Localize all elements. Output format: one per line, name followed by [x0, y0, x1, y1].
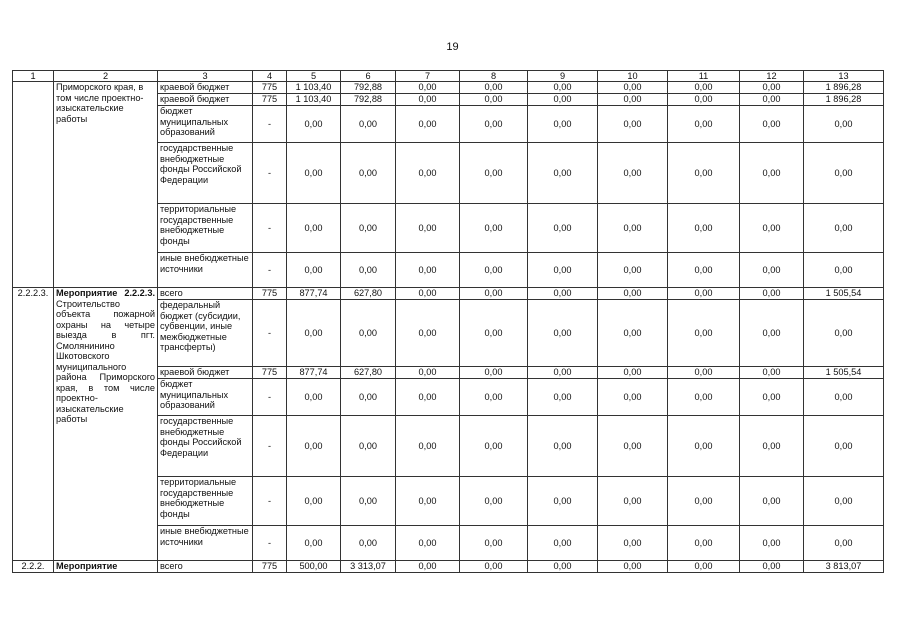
- value-cell: 0,00: [528, 143, 598, 204]
- value-cell: 0,00: [740, 204, 804, 253]
- value-cell: 500,00: [287, 561, 341, 573]
- value-cell: 0,00: [528, 106, 598, 143]
- column-number-header: 11: [668, 71, 740, 82]
- value-cell: 0,00: [668, 367, 740, 379]
- funding-source: территориальные государственные внебюджетные фонды: [158, 477, 253, 526]
- funding-source: всего: [158, 561, 253, 573]
- value-cell: 0,00: [740, 561, 804, 573]
- value-cell: 0,00: [598, 416, 668, 477]
- value-cell: 0,00: [668, 300, 740, 367]
- value-cell: 0,00: [287, 379, 341, 416]
- value-cell: 0,00: [396, 379, 460, 416]
- value-cell: 0,00: [598, 526, 668, 561]
- value-cell: 0,00: [460, 94, 528, 106]
- value-cell: 0,00: [740, 288, 804, 300]
- value-cell: 0,00: [598, 379, 668, 416]
- value-cell: 0,00: [460, 416, 528, 477]
- column-number-header: 4: [253, 71, 287, 82]
- value-cell: 3 313,07: [341, 561, 396, 573]
- value-cell: 0,00: [804, 253, 884, 288]
- funding-source: краевой бюджет: [158, 367, 253, 379]
- value-cell: 0,00: [528, 204, 598, 253]
- funding-source: территориальные государственные внебюджетные фонды: [158, 204, 253, 253]
- value-cell: 0,00: [396, 94, 460, 106]
- table-row: [13, 82, 884, 94]
- value-cell: 0,00: [598, 300, 668, 367]
- value-cell: 0,00: [396, 143, 460, 204]
- value-cell: 0,00: [396, 300, 460, 367]
- funding-source: иные внебюджетные источники: [158, 526, 253, 561]
- value-cell: 0,00: [598, 143, 668, 204]
- column-number-header: 9: [528, 71, 598, 82]
- value-cell: -: [253, 416, 287, 477]
- column-number-header: 2: [54, 71, 158, 82]
- value-cell: 0,00: [740, 300, 804, 367]
- column-number-row: [13, 71, 884, 82]
- value-cell: 0,00: [396, 526, 460, 561]
- value-cell: 0,00: [804, 526, 884, 561]
- value-cell: 0,00: [287, 106, 341, 143]
- value-cell: 0,00: [460, 379, 528, 416]
- value-cell: 0,00: [740, 143, 804, 204]
- column-number-header: 3: [158, 71, 253, 82]
- value-cell: -: [253, 379, 287, 416]
- value-cell: 0,00: [668, 477, 740, 526]
- value-cell: 1 505,54: [804, 288, 884, 300]
- value-cell: 0,00: [341, 416, 396, 477]
- value-cell: 0,00: [460, 143, 528, 204]
- value-cell: 0,00: [528, 288, 598, 300]
- value-cell: 0,00: [598, 253, 668, 288]
- value-cell: 0,00: [740, 379, 804, 416]
- column-number-header: 8: [460, 71, 528, 82]
- value-cell: 775: [253, 561, 287, 573]
- value-cell: 0,00: [804, 204, 884, 253]
- value-cell: 0,00: [528, 82, 598, 94]
- value-cell: 0,00: [804, 416, 884, 477]
- value-cell: -: [253, 204, 287, 253]
- value-cell: 0,00: [740, 526, 804, 561]
- value-cell: 0,00: [396, 82, 460, 94]
- value-cell: 0,00: [528, 94, 598, 106]
- value-cell: 0,00: [460, 253, 528, 288]
- value-cell: 775: [253, 94, 287, 106]
- funding-source: бюджет муниципальных образований: [158, 106, 253, 143]
- value-cell: 0,00: [804, 477, 884, 526]
- value-cell: 0,00: [740, 106, 804, 143]
- value-cell: 0,00: [668, 561, 740, 573]
- value-cell: 0,00: [668, 288, 740, 300]
- column-number-header: 5: [287, 71, 341, 82]
- value-cell: 1 505,54: [804, 367, 884, 379]
- value-cell: 1 896,28: [804, 82, 884, 94]
- value-cell: 0,00: [287, 526, 341, 561]
- value-cell: 0,00: [804, 300, 884, 367]
- value-cell: 0,00: [528, 561, 598, 573]
- item-text: Строительство объекта пожарной охраны на четыре выезда в пгт. Смолянинино Шкотовского муниципального района Приморского края, в том числе проектно-изыскательские работы: [56, 298, 155, 424]
- table-row: [13, 288, 884, 300]
- value-cell: 877,74: [287, 367, 341, 379]
- value-cell: 0,00: [740, 416, 804, 477]
- value-cell: 0,00: [598, 288, 668, 300]
- value-cell: 0,00: [598, 94, 668, 106]
- value-cell: 0,00: [287, 300, 341, 367]
- value-cell: 0,00: [460, 561, 528, 573]
- value-cell: 0,00: [528, 300, 598, 367]
- table-row: [13, 561, 884, 573]
- value-cell: 0,00: [396, 288, 460, 300]
- item-code: [13, 82, 54, 288]
- item-title: Мероприятие: [56, 561, 118, 571]
- value-cell: 0,00: [668, 526, 740, 561]
- value-cell: 0,00: [287, 253, 341, 288]
- item-description: [54, 82, 158, 288]
- item-description: [54, 561, 158, 573]
- value-cell: 0,00: [668, 253, 740, 288]
- funding-table: [12, 70, 884, 573]
- value-cell: 0,00: [396, 367, 460, 379]
- value-cell: 775: [253, 288, 287, 300]
- item-code: 2.2.2.3.: [13, 288, 54, 561]
- funding-source: всего: [158, 288, 253, 300]
- value-cell: -: [253, 300, 287, 367]
- value-cell: 775: [253, 82, 287, 94]
- value-cell: -: [253, 526, 287, 561]
- value-cell: 0,00: [396, 416, 460, 477]
- value-cell: 0,00: [341, 253, 396, 288]
- value-cell: 0,00: [598, 561, 668, 573]
- value-cell: 627,80: [341, 288, 396, 300]
- value-cell: 0,00: [528, 367, 598, 379]
- value-cell: 0,00: [341, 526, 396, 561]
- item-description: [54, 288, 158, 561]
- value-cell: 0,00: [528, 416, 598, 477]
- value-cell: 3 813,07: [804, 561, 884, 573]
- value-cell: 0,00: [668, 416, 740, 477]
- value-cell: 0,00: [528, 526, 598, 561]
- value-cell: 0,00: [287, 204, 341, 253]
- value-cell: 0,00: [287, 477, 341, 526]
- value-cell: 627,80: [341, 367, 396, 379]
- value-cell: 0,00: [460, 106, 528, 143]
- value-cell: 0,00: [341, 204, 396, 253]
- value-cell: 0,00: [460, 477, 528, 526]
- value-cell: 0,00: [287, 416, 341, 477]
- value-cell: 0,00: [528, 477, 598, 526]
- value-cell: 0,00: [668, 204, 740, 253]
- item-code: 2.2.2.: [13, 561, 54, 573]
- value-cell: 0,00: [460, 300, 528, 367]
- funding-source: государственные внебюджетные фонды Российской Федерации: [158, 143, 253, 204]
- funding-source: краевой бюджет: [158, 82, 253, 94]
- value-cell: 0,00: [341, 300, 396, 367]
- column-number-header: 10: [598, 71, 668, 82]
- value-cell: 0,00: [668, 106, 740, 143]
- value-cell: 1 103,40: [287, 82, 341, 94]
- value-cell: -: [253, 143, 287, 204]
- value-cell: 0,00: [668, 94, 740, 106]
- column-number-header: 13: [804, 71, 884, 82]
- funding-source: бюджет муниципальных образований: [158, 379, 253, 416]
- value-cell: 0,00: [598, 477, 668, 526]
- value-cell: 0,00: [396, 253, 460, 288]
- value-cell: -: [253, 253, 287, 288]
- value-cell: 792,88: [341, 82, 396, 94]
- value-cell: 0,00: [740, 477, 804, 526]
- value-cell: 0,00: [341, 143, 396, 204]
- funding-source: краевой бюджет: [158, 94, 253, 106]
- value-cell: -: [253, 477, 287, 526]
- value-cell: 0,00: [668, 379, 740, 416]
- value-cell: 0,00: [396, 204, 460, 253]
- value-cell: 0,00: [396, 561, 460, 573]
- item-text: Приморского края, в том числе проектно-изыскательские работы: [56, 82, 144, 124]
- item-title: Мероприятие 2.2.2.3.: [56, 288, 155, 298]
- value-cell: 0,00: [668, 82, 740, 94]
- value-cell: 0,00: [341, 106, 396, 143]
- column-number-header: 6: [341, 71, 396, 82]
- value-cell: 0,00: [396, 106, 460, 143]
- value-cell: 0,00: [460, 288, 528, 300]
- value-cell: 877,74: [287, 288, 341, 300]
- value-cell: 775: [253, 367, 287, 379]
- column-number-header: 1: [13, 71, 54, 82]
- value-cell: 0,00: [528, 379, 598, 416]
- value-cell: 0,00: [740, 82, 804, 94]
- value-cell: 0,00: [598, 106, 668, 143]
- value-cell: 0,00: [460, 526, 528, 561]
- funding-source: федеральный бюджет (субсидии, субвенции, иные межбюджетные трансферты): [158, 300, 253, 367]
- value-cell: 0,00: [341, 477, 396, 526]
- value-cell: 0,00: [804, 143, 884, 204]
- value-cell: 0,00: [341, 379, 396, 416]
- funding-source: государственные внебюджетные фонды Российской Федерации: [158, 416, 253, 477]
- page-number: 19: [446, 41, 459, 53]
- value-cell: 0,00: [598, 204, 668, 253]
- value-cell: 1 103,40: [287, 94, 341, 106]
- value-cell: 0,00: [287, 143, 341, 204]
- value-cell: 0,00: [460, 367, 528, 379]
- value-cell: 0,00: [396, 477, 460, 526]
- value-cell: 0,00: [460, 82, 528, 94]
- value-cell: 0,00: [460, 204, 528, 253]
- column-number-header: 7: [396, 71, 460, 82]
- value-cell: 0,00: [804, 379, 884, 416]
- value-cell: -: [253, 106, 287, 143]
- value-cell: 0,00: [528, 253, 598, 288]
- column-number-header: 12: [740, 71, 804, 82]
- value-cell: 0,00: [740, 367, 804, 379]
- value-cell: 1 896,28: [804, 94, 884, 106]
- value-cell: 792,88: [341, 94, 396, 106]
- value-cell: 0,00: [668, 143, 740, 204]
- value-cell: 0,00: [598, 82, 668, 94]
- value-cell: 0,00: [598, 367, 668, 379]
- value-cell: 0,00: [804, 106, 884, 143]
- funding-source: иные внебюджетные источники: [158, 253, 253, 288]
- value-cell: 0,00: [740, 94, 804, 106]
- value-cell: 0,00: [740, 253, 804, 288]
